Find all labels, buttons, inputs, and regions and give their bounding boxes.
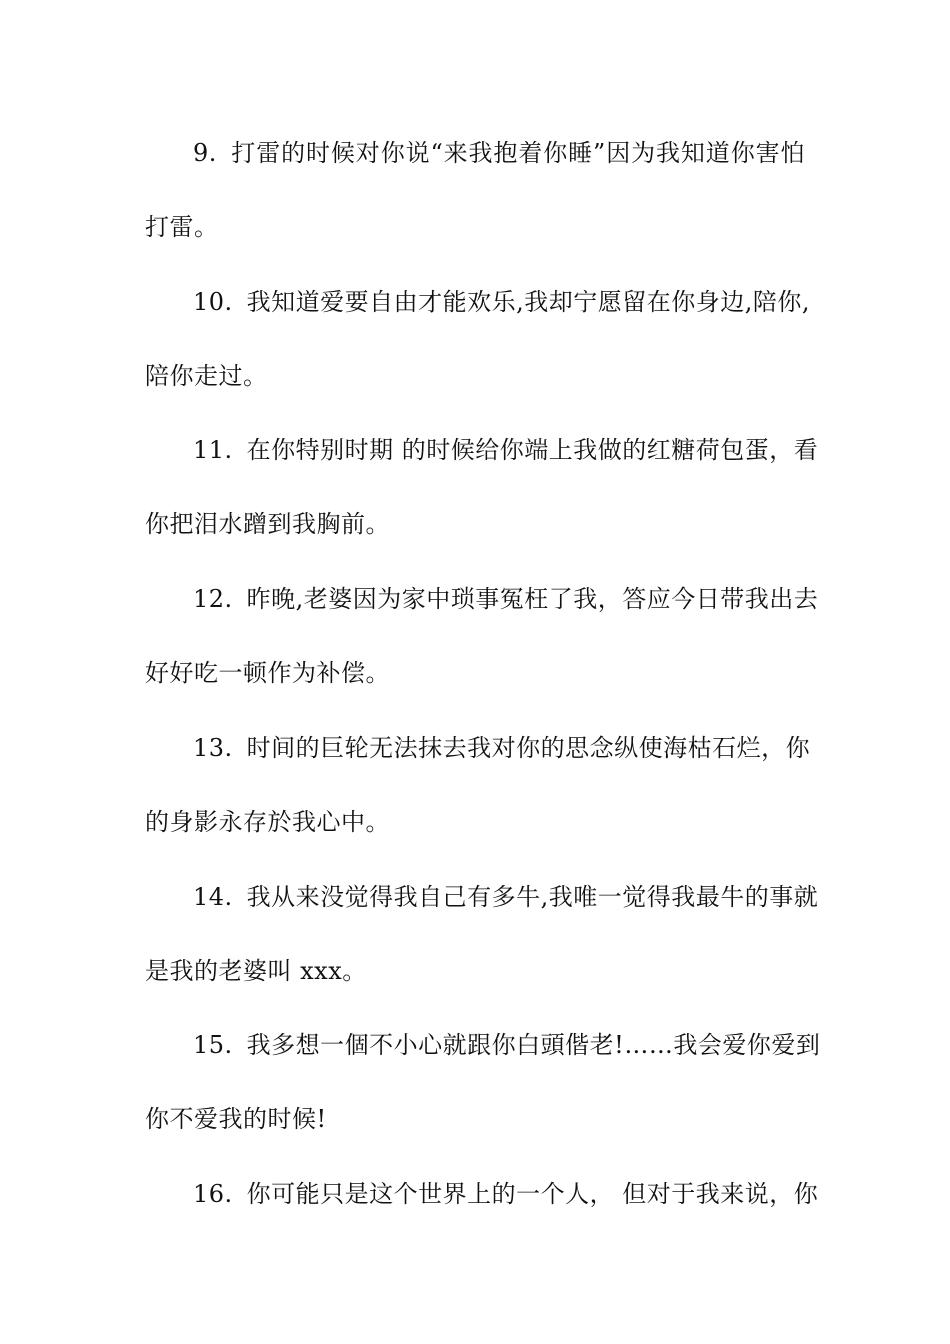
paragraph-continuation: 的身影永存於我心中。: [145, 808, 390, 836]
item-number: 10.: [193, 288, 233, 316]
paragraph-first-line: [145, 1157, 819, 1231]
paragraph-first-line: [145, 116, 805, 190]
paragraph-continuation: 你不爱我的时候!: [145, 1105, 327, 1133]
list-item-9: [145, 116, 805, 264]
paragraph-first-line: [145, 413, 819, 487]
list-item-12: [145, 562, 819, 710]
list-item-16: [145, 1157, 819, 1231]
paragraph-continuation: 你把泪水蹭到我胸前。: [145, 510, 390, 538]
paragraph-text: 打雷的时候对你说“来我抱着你睡”因为我知道你害怕: [230, 139, 805, 167]
item-number: 14.: [193, 883, 233, 911]
paragraph-text: 我多想一個不小心就跟你白頭偕老!……我会爱你爱到: [246, 1031, 821, 1059]
item-number: 12.: [193, 585, 233, 613]
list-item-10: [145, 265, 811, 413]
paragraph-continuation: 打雷。: [145, 213, 219, 241]
list-item-13: [145, 711, 811, 859]
item-number: 16.: [193, 1180, 233, 1208]
paragraph-continuation: 陪你走过。: [145, 362, 268, 390]
paragraph-continuation: 好好吃一顿作为补偿。: [145, 659, 390, 687]
paragraph-first-line: [145, 1008, 821, 1082]
item-number: 11.: [193, 436, 233, 464]
paragraph-text: 在你特别时期 的时候给你端上我做的红糖荷包蛋，看: [246, 436, 819, 464]
paragraph-first-line: [145, 265, 811, 339]
paragraph-text: 昨晚,老婆因为家中琐事冤枉了我，答应今日带我出去: [246, 585, 819, 613]
paragraph-first-line: [145, 860, 819, 934]
item-number: 13.: [193, 734, 233, 762]
list-item-11: [145, 413, 819, 561]
paragraph-first-line: [145, 711, 811, 785]
paragraph-first-line: [145, 562, 819, 636]
paragraph-continuation: 是我的老婆叫 xxx。: [145, 957, 367, 985]
paragraph-text: 你可能只是这个世界上的一个人， 但对于我来说，你: [246, 1180, 819, 1208]
item-number: 15.: [193, 1031, 233, 1059]
list-item-14: [145, 860, 819, 1008]
item-number: 9.: [193, 139, 217, 167]
paragraph-text: 时间的巨轮无法抹去我对你的思念纵使海枯石烂，你: [246, 734, 811, 762]
paragraph-text: 我知道爱要自由才能欢乐,我却宁愿留在你身边,陪你,: [246, 288, 811, 316]
paragraph-text: 我从来没觉得我自己有多牛,我唯一觉得我最牛的事就: [246, 883, 819, 911]
list-item-15: [145, 1008, 821, 1156]
